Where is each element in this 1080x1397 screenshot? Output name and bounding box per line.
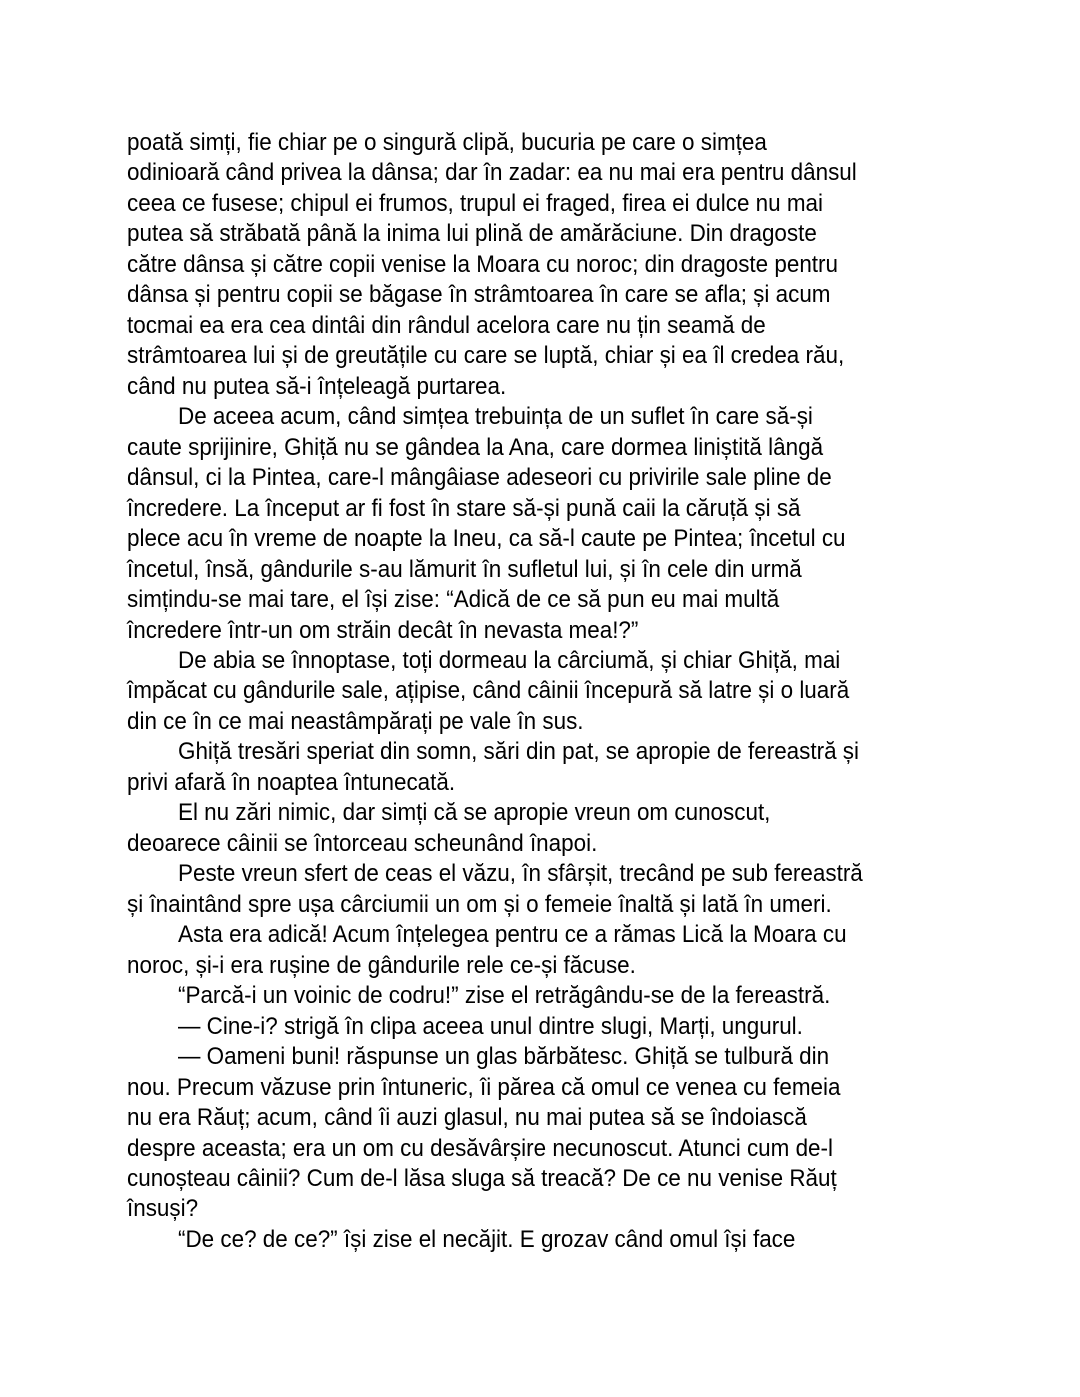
- text-line: simțindu-se mai tare, el își zise: “Adică de ce să pun eu mai multă: [127, 586, 780, 614]
- text-line: despre aceasta; era un om cu desăvârșire necunoscut. Atunci cum de-l: [127, 1134, 833, 1162]
- paragraph-first-line: — Cine-i? strigă în clipa aceea unul dintre slugi, Marți, ungurul.: [178, 1012, 803, 1040]
- text-line: caute sprijinire, Ghiță nu se gândea la Ana, care dormea liniștită lângă: [127, 433, 824, 461]
- paragraph-first-line: El nu zări nimic, dar simți că se apropie vreun om cunoscut,: [178, 799, 771, 827]
- text-line: dânsa și pentru copii se băgase în strâmtoarea în care se afla; și acum: [127, 281, 831, 309]
- paragraph-first-line: Asta era adică! Acum înțelegea pentru ce a rămas Lică la Moara cu: [178, 921, 847, 949]
- text-line: din ce în ce mai neastâmpărați pe vale în sus.: [127, 707, 584, 735]
- text-line: și înaintând spre ușa cârciumii un om și o femeie înaltă și lată în umeri.: [127, 890, 832, 918]
- text-line: împăcat cu gândurile sale, ațipise, când câinii începură să latre și o luară: [127, 677, 850, 705]
- paragraph-first-line: Peste vreun sfert de ceas el văzu, în sfârșit, trecând pe sub fereastră: [178, 860, 863, 888]
- text-line: privi afară în noaptea întunecată.: [127, 768, 456, 796]
- text-line: dânsul, ci la Pintea, care-l mângâiase adeseori cu privirile sale pline de: [127, 464, 832, 492]
- text-line: nou. Precum văzuse prin întuneric, îi părea că omul ce venea cu femeia: [127, 1073, 841, 1101]
- text-line: încredere. La început ar fi fost în stare să-și pună caii la căruță și să: [127, 494, 801, 522]
- text-line: cunoșteau câinii? Cum de-l lăsa sluga să treacă? De ce nu venise Răuț: [127, 1164, 837, 1192]
- text-line: noroc, și-i era rușine de gândurile rele ce-și făcuse.: [127, 951, 636, 979]
- paragraph-first-line: De abia se înnoptase, toți dormeau la cârciumă, și chiar Ghiță, mai: [178, 646, 841, 674]
- text-line: ceea ce fusese; chipul ei frumos, trupul ei fraged, firea ei dulce nu mai: [127, 189, 824, 217]
- paragraph-first-line: “Parcă-i un voinic de codru!” zise el retrăgându-se de la fereastră.: [178, 982, 831, 1010]
- text-line: deoarece câinii se întorceau scheunând înapoi.: [127, 829, 598, 857]
- text-line: strâmtoarea lui și de greutățile cu care se luptă, chiar și ea îl credea rău,: [127, 342, 845, 370]
- text-line: tocmai ea era cea dintâi din rândul acelora care nu țin seamă de: [127, 311, 766, 339]
- text-line: nu era Răuț; acum, când îi auzi glasul, nu mai putea să se îndoiască: [127, 1104, 807, 1132]
- paragraph-first-line: Ghiță tresări speriat din somn, sări din pat, se apropie de fereastră și: [178, 738, 860, 766]
- text-line: putea să străbată până la inima lui plină de amărăciune. Din dragoste: [127, 220, 817, 248]
- text-line: încetul, însă, gândurile s-au lămurit în sufletul lui, și în cele din urmă: [127, 555, 802, 583]
- paragraph-first-line: “De ce? de ce?” își zise el necăjit. E grozav când omul își face: [178, 1225, 796, 1253]
- text-line: însuși?: [127, 1195, 199, 1223]
- paragraph-first-line: De aceea acum, când simțea trebuința de un suflet în care să-și: [178, 403, 813, 431]
- text-line: odinioară când privea la dânsa; dar în zadar: ea nu mai era pentru dânsul: [127, 159, 857, 187]
- text-line: când nu putea să-i înțeleagă purtarea.: [127, 372, 507, 400]
- text-line: încredere într-un om străin decât în nevasta mea!?”: [127, 616, 639, 644]
- text-line: către dânsa și către copii venise la Moara cu noroc; din dragoste pentru: [127, 250, 838, 278]
- text-line: plece acu în vreme de noapte la Ineu, ca să-l caute pe Pintea; încetul cu: [127, 525, 846, 553]
- paragraph-first-line: — Oameni buni! răspunse un glas bărbătesc. Ghiță se tulbură din: [178, 1043, 830, 1071]
- text-line: poată simți, fie chiar pe o singură clipă, bucuria pe care o simțea: [127, 129, 767, 156]
